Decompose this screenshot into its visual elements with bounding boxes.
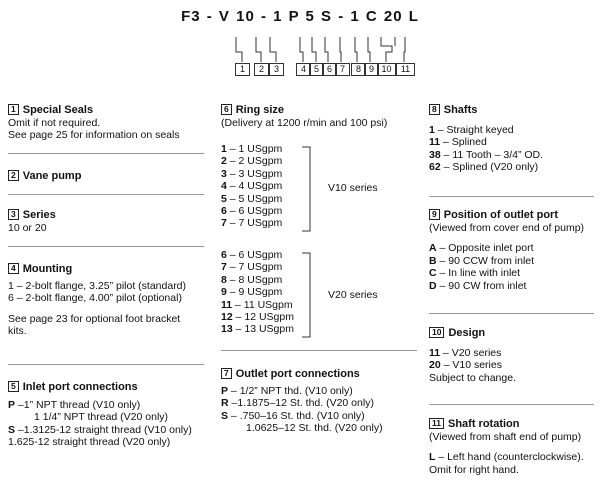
section-number: 4 bbox=[8, 263, 19, 274]
item-text: Omit for right hand. bbox=[429, 463, 519, 476]
position-box-10: 10 bbox=[377, 63, 396, 76]
section-subtitle: (Viewed from shaft end of pump) bbox=[429, 431, 582, 443]
item-text: – 1 USgpm bbox=[226, 143, 283, 155]
section-special-seals bbox=[8, 104, 203, 142]
item-code: 13 bbox=[221, 323, 233, 336]
divider bbox=[429, 404, 594, 405]
item-code: 11 bbox=[429, 136, 441, 149]
section-inlet-port bbox=[8, 381, 208, 449]
section-number: 3 bbox=[8, 209, 19, 220]
item-code: 11 bbox=[429, 347, 441, 359]
section-title: Vane pump bbox=[22, 170, 82, 182]
position-box-7: 7 bbox=[335, 63, 350, 76]
item-code: 6 bbox=[221, 249, 227, 261]
item-code: 11 bbox=[221, 298, 233, 311]
item-code: 1 bbox=[429, 124, 435, 136]
v10-brace bbox=[300, 145, 320, 235]
list-item bbox=[429, 464, 599, 476]
item-text: – 7 USgpm bbox=[226, 261, 283, 274]
list-item bbox=[429, 161, 599, 173]
list-item bbox=[8, 424, 208, 436]
item-code: A bbox=[429, 242, 437, 255]
list-item bbox=[221, 410, 421, 422]
position-box-5: 5 bbox=[309, 63, 324, 76]
position-box-11: 11 bbox=[396, 63, 415, 76]
section-line: kits. bbox=[8, 325, 27, 338]
list-item bbox=[429, 124, 599, 136]
item-code: 62 bbox=[429, 161, 441, 174]
divider bbox=[8, 246, 204, 247]
item-text: –1.3125-12 straight thread (V10 only) bbox=[15, 423, 192, 436]
item-text: – Splined (V20 only) bbox=[440, 161, 539, 174]
section-title: Special Seals bbox=[22, 104, 94, 116]
list-item bbox=[429, 347, 599, 359]
item-text: – 4 USgpm bbox=[226, 180, 283, 193]
section-shaft-rotation bbox=[429, 418, 599, 476]
item-code: D bbox=[429, 279, 437, 292]
section-number: 8 bbox=[429, 104, 440, 115]
item-code: R bbox=[221, 397, 229, 410]
position-box-8: 8 bbox=[351, 63, 366, 76]
section-number: 6 bbox=[221, 104, 232, 115]
section-line: 10 or 20 bbox=[8, 222, 47, 234]
item-code: 7 bbox=[221, 217, 227, 230]
section-design bbox=[429, 327, 599, 384]
item-code: 4 bbox=[221, 180, 227, 193]
position-box-3: 3 bbox=[269, 63, 284, 76]
item-text: 1.625-12 straight thread (V20 only) bbox=[8, 436, 171, 449]
item-text: – Splined bbox=[440, 136, 487, 149]
item-text: – 5 USgpm bbox=[226, 192, 283, 205]
item-code: 5 bbox=[221, 192, 227, 205]
item-text: – In line with inlet bbox=[436, 267, 521, 280]
item-code: P bbox=[221, 385, 229, 397]
item-text: – Straight keyed bbox=[434, 124, 514, 136]
item-code: 8 bbox=[221, 273, 227, 286]
item-text: – Opposite inlet port bbox=[436, 242, 534, 255]
item-text: 1.0625–12 St. thd. (V20 only) bbox=[246, 422, 383, 435]
list-item bbox=[429, 136, 599, 148]
item-text: –1.1875–12 St. thd. (V20 only) bbox=[228, 397, 374, 410]
divider bbox=[221, 350, 417, 351]
item-code: 12 bbox=[221, 311, 233, 324]
section-vane-pump bbox=[8, 170, 203, 183]
item-text: Subject to change. bbox=[429, 371, 516, 384]
item-text: – 11 Tooth – 3/4” OD. bbox=[440, 148, 544, 161]
item-code: S bbox=[221, 409, 229, 422]
section-title: Shafts bbox=[443, 104, 478, 116]
section-number: 9 bbox=[429, 209, 440, 220]
section-title: Mounting bbox=[22, 263, 73, 275]
section-title: Design bbox=[448, 327, 486, 339]
list-item bbox=[429, 280, 599, 292]
item-code: 6 bbox=[221, 205, 227, 218]
item-code: 3 bbox=[221, 167, 227, 180]
item-text: – 12 USgpm bbox=[232, 311, 294, 324]
position-box-4: 4 bbox=[296, 63, 311, 76]
section-ring-size bbox=[221, 104, 421, 129]
item-text: – 90 CW from inlet bbox=[436, 279, 527, 292]
section-line: See page 25 for information on seals bbox=[8, 129, 180, 142]
list-item bbox=[429, 267, 599, 279]
section-series bbox=[8, 209, 203, 234]
v20-series-label: V20 series bbox=[328, 289, 378, 301]
item-text: – Left hand (counterclockwise). bbox=[435, 451, 584, 464]
list-item bbox=[8, 411, 208, 423]
section-subtitle: (Delivery at 1200 r/min and 100 psi) bbox=[221, 117, 388, 129]
position-box-9: 9 bbox=[364, 63, 379, 76]
position-box-2: 2 bbox=[254, 63, 269, 76]
section-number: 2 bbox=[8, 170, 19, 181]
list-item bbox=[429, 359, 599, 371]
divider bbox=[8, 153, 204, 154]
model-code: F3 - V 10 - 1 P 5 S - 1 C 20 L bbox=[181, 8, 419, 25]
section-line: 1 – 2-bolt flange, 3.25” pilot (standard) bbox=[8, 280, 187, 292]
divider bbox=[8, 194, 204, 195]
section-outlet-port bbox=[221, 368, 421, 435]
section-title: Ring size bbox=[235, 104, 285, 116]
section-title: Inlet port connections bbox=[22, 381, 138, 393]
item-text: – V10 series bbox=[440, 359, 502, 372]
section-line: Omit if not required. bbox=[8, 117, 101, 129]
section-subtitle: (Viewed from cover end of pump) bbox=[429, 222, 585, 234]
item-text: –1” NPT thread (V10 only) bbox=[15, 399, 141, 411]
item-code: 1 bbox=[221, 143, 227, 155]
item-text: – 7 USgpm bbox=[226, 217, 283, 230]
section-number: 10 bbox=[429, 327, 444, 338]
section-title: Series bbox=[22, 209, 56, 221]
section-line bbox=[8, 305, 208, 313]
section-number: 1 bbox=[8, 104, 19, 115]
item-text: – 3 USgpm bbox=[226, 167, 283, 180]
list-item bbox=[8, 436, 208, 448]
list-item bbox=[221, 385, 421, 397]
item-text: – 6 USgpm bbox=[226, 205, 283, 218]
list-item bbox=[8, 399, 208, 411]
section-number: 11 bbox=[429, 418, 444, 429]
section-number: 5 bbox=[8, 381, 19, 392]
item-code: C bbox=[429, 267, 437, 280]
section-line: 6 – 2-bolt flange, 4.00” pilot (optional) bbox=[8, 292, 182, 305]
section-mounting bbox=[8, 263, 208, 338]
position-box-1: 1 bbox=[235, 63, 250, 76]
list-item bbox=[221, 422, 421, 434]
item-code: 7 bbox=[221, 261, 227, 274]
item-code: 2 bbox=[221, 155, 227, 168]
item-text: – V20 series bbox=[440, 347, 502, 359]
item-text: – 6 USgpm bbox=[226, 249, 283, 261]
section-shafts bbox=[429, 104, 599, 174]
v20-brace bbox=[300, 251, 320, 341]
item-text: – .750–16 St. thd. (V10 only) bbox=[228, 409, 365, 422]
item-code: L bbox=[429, 451, 436, 464]
item-text: – 9 USgpm bbox=[226, 286, 283, 299]
list-item bbox=[429, 372, 599, 384]
item-code: 38 bbox=[429, 148, 441, 161]
section-title: Position of outlet port bbox=[443, 209, 558, 221]
list-item bbox=[429, 255, 599, 267]
item-code: S bbox=[8, 423, 16, 436]
item-text: – 13 USgpm bbox=[232, 323, 294, 336]
item-text: – 2 USgpm bbox=[226, 155, 283, 168]
section-outlet-position bbox=[429, 209, 599, 292]
section-title: Outlet port connections bbox=[235, 368, 360, 380]
position-box-6: 6 bbox=[322, 63, 337, 76]
item-text: – 8 USgpm bbox=[226, 273, 283, 286]
section-title: Shaft rotation bbox=[448, 418, 520, 430]
divider bbox=[429, 313, 594, 314]
item-text: – 90 CCW from inlet bbox=[436, 254, 535, 267]
item-code: B bbox=[429, 254, 437, 267]
v10-series-label: V10 series bbox=[328, 182, 378, 194]
item-code: P bbox=[8, 399, 16, 411]
item-code: 20 bbox=[429, 359, 441, 372]
divider bbox=[429, 196, 594, 197]
item-text: – 1/2” NPT thd. (V10 only) bbox=[228, 385, 353, 397]
list-item bbox=[429, 451, 599, 463]
item-text: 1 1/4” NPT thread (V20 only) bbox=[34, 411, 169, 424]
item-text: – 11 USgpm bbox=[232, 298, 293, 311]
list-item bbox=[429, 242, 599, 254]
divider bbox=[8, 364, 204, 365]
section-line: See page 23 for optional foot bracket bbox=[8, 312, 181, 325]
section-number: 7 bbox=[221, 368, 232, 379]
list-item bbox=[429, 149, 599, 161]
item-code: 9 bbox=[221, 286, 227, 299]
list-item bbox=[221, 397, 421, 409]
